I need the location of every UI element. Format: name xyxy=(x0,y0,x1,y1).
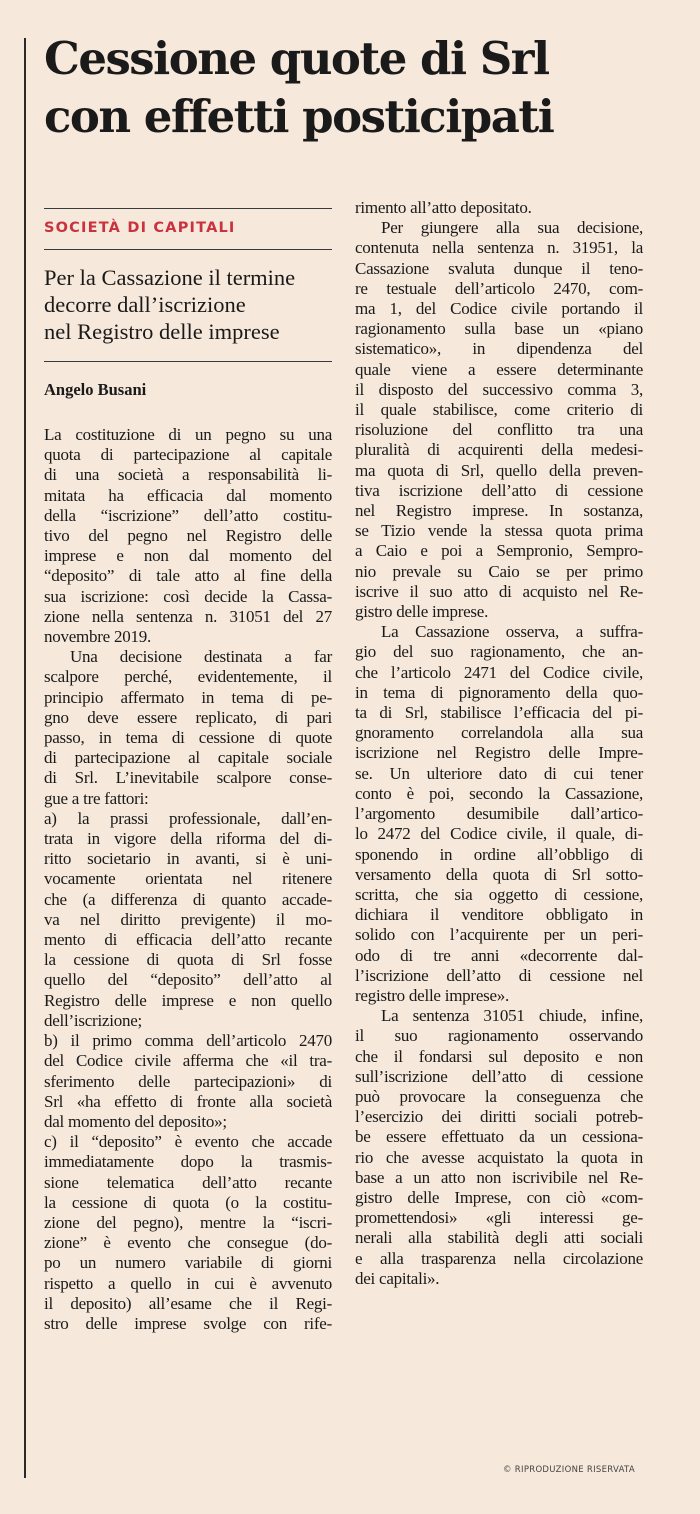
body-line: iscrive il suo atto di acquisto nel Re- xyxy=(355,581,643,601)
body-line: sponendo in ordine all’obbligo di xyxy=(355,844,643,864)
subhead-line: decorre dall’iscrizione xyxy=(44,292,246,317)
body-line: rio che avesse acquistato la quota in xyxy=(355,1147,643,1167)
body-line: rimento all’atto depositato. xyxy=(355,198,532,217)
body-line: il suo ragionamento osservando xyxy=(355,1026,643,1046)
body-line: mento di efficacia dell’atto recante xyxy=(44,930,332,950)
body-line: il deposito) all’esame che il Regi- xyxy=(44,1293,332,1313)
body-line: in tema di pignoramento della quo- xyxy=(355,682,643,702)
body-line: Srl «ha effetto di fronte alla società xyxy=(44,1091,332,1111)
body-line: gistro delle Imprese, con ciò «com- xyxy=(355,1187,643,1207)
body-line: Una decisione destinata a far xyxy=(70,647,332,667)
body-line: La costituzione di un pegno su una xyxy=(44,425,332,444)
right-column xyxy=(355,198,643,1289)
body-line: che (a differenza di quanto accade- xyxy=(44,889,332,909)
body-line: stro delle imprese svolge con rife- xyxy=(44,1313,332,1333)
body-line: sull’iscrizione dell’atto di cessione xyxy=(355,1066,643,1086)
body-line: il quale stabilisce, come criterio di xyxy=(355,400,643,420)
body-line: di una società a responsabilità li- xyxy=(44,465,332,485)
body-line: pluralità di acquirenti della medesi- xyxy=(355,440,643,460)
body-line: iscrizione nel Registro delle Impre- xyxy=(355,743,643,763)
body-line: l’argomento desumibile dall’artico- xyxy=(355,804,643,824)
body-line: sferimento delle partecipazioni» di xyxy=(44,1071,332,1091)
body-line: “deposito” di tale atto al fine della xyxy=(44,566,332,586)
body-line: scalpore perché, evidentemente, il xyxy=(44,667,332,687)
body-line: l’esercizio dei diritti sociali potreb- xyxy=(355,1107,643,1127)
article-headline xyxy=(44,30,684,146)
body-line: nel Registro imprese. In sostanza, xyxy=(355,501,643,521)
article-body-left xyxy=(44,425,332,1334)
body-line: può provocare la conseguenza che xyxy=(355,1086,643,1106)
body-line: mitata ha efficacia dal momento xyxy=(44,485,332,505)
body-line: principio affermato in tema di pe- xyxy=(44,687,332,707)
body-line: dal momento del deposito»; xyxy=(44,1111,227,1131)
body-line: be essere effettuato da un cessiona- xyxy=(355,1127,643,1147)
section-label: SOCIETÀ DI CAPITALI xyxy=(44,220,236,236)
body-line: la cessione di quota di Srl fosse xyxy=(44,950,332,970)
body-line: Cassazione svaluta dunque il teno- xyxy=(355,258,643,278)
body-line: gnoramento correlandola alla sua xyxy=(355,723,643,743)
body-line: ragionamento sulla base un «piano xyxy=(355,319,643,339)
body-line: zione” è evento che consegue (do- xyxy=(44,1233,332,1253)
body-line: Registro delle imprese e non quello xyxy=(44,990,332,1010)
body-line: quale viene a essere determinante xyxy=(355,359,643,379)
body-line: odo di tre anni «decorrente dal- xyxy=(355,945,643,965)
left-margin-rule xyxy=(24,38,26,1478)
body-line: gue a tre fattori: xyxy=(44,788,149,808)
body-line: quota di partecipazione al capitale xyxy=(44,445,332,465)
body-line: l’iscrizione dell’atto di cessione nel xyxy=(355,965,643,985)
author-byline: Angelo Busani xyxy=(44,380,147,399)
body-line: solido con l’acquirente per un peri- xyxy=(355,925,643,945)
body-line: della “iscrizione” dell’atto costitu- xyxy=(44,505,332,525)
body-line: promettendosi» «gli interessi ge- xyxy=(355,1208,643,1228)
body-line: rispetto a quello in cui è avvenuto xyxy=(44,1273,332,1293)
body-line: nio prevale su Caio se per primo xyxy=(355,561,643,581)
body-line: zione del pegno), mentre la “iscri- xyxy=(44,1212,332,1232)
headline-line: con effetti posticipati xyxy=(44,90,554,143)
body-line: registro delle imprese». xyxy=(355,985,510,1005)
headline-line: Cessione quote di Srl xyxy=(44,32,549,85)
body-line: contenuta nella sentenza n. 31951, la xyxy=(355,238,643,258)
body-line: conto è poi, secondo la Cassazione, xyxy=(355,783,643,803)
body-line: il disposto del successivo comma 3, xyxy=(355,379,643,399)
body-line: gistro delle imprese. xyxy=(355,602,489,622)
body-line: re testuale dell’articolo 2470, com- xyxy=(355,278,643,298)
body-line: La Cassazione osserva, a suffra- xyxy=(381,622,643,642)
body-line: a) la prassi professionale, dall’en- xyxy=(44,808,332,828)
body-line: po un numero variabile di giorni xyxy=(44,1253,332,1273)
body-line: ma quota di Srl, quello della preven- xyxy=(355,460,643,480)
body-line: va nel diritto previgente) il mo- xyxy=(44,909,332,929)
left-column xyxy=(44,208,332,1334)
body-line: che l’articolo 2471 del Codice civile, xyxy=(355,662,643,682)
body-line: La sentenza 31051 chiude, infine, xyxy=(381,1006,643,1026)
body-line: la cessione di quota (o la costitu- xyxy=(44,1192,332,1212)
body-line: ta di Srl, stabilisce l’efficacia del pi- xyxy=(355,703,643,723)
body-line: nerali alla stabilità degli atti sociali xyxy=(355,1228,643,1248)
byline-rule xyxy=(44,361,332,362)
body-line: gio del suo ragionamento, che an- xyxy=(355,642,643,662)
body-line: vocamente orientata nel ritenere xyxy=(44,869,332,889)
body-line: lo 2472 del Codice civile, il quale, di- xyxy=(355,824,643,844)
body-line: c) il “deposito” è evento che accade xyxy=(44,1132,332,1152)
article-body-right xyxy=(355,198,643,1289)
body-line: di Srl. L’inevitabile scalpore conse- xyxy=(44,768,332,788)
body-line: imprese e non dal momento del xyxy=(44,546,332,566)
article-subhead xyxy=(44,264,332,345)
copyright-notice: © RIPRODUZIONE RISERVATA xyxy=(503,1465,635,1475)
body-line: scritta, che sia oggetto di cessione, xyxy=(355,884,643,904)
body-line: risoluzione del conflitto tra una xyxy=(355,420,643,440)
body-line: Per giungere alla sua decisione, xyxy=(381,218,643,238)
body-line: del Codice civile afferma che «il tra- xyxy=(44,1051,332,1071)
body-line: se. Un ulteriore dato di cui tener xyxy=(355,763,643,783)
body-line: e alla trasparenza nella circolazione xyxy=(355,1248,643,1268)
body-line: se Tizio vende la stessa quota prima xyxy=(355,521,643,541)
body-line: dichiara il venditore obbligato in xyxy=(355,905,643,925)
body-line: immediatamente dopo la trasmis- xyxy=(44,1152,332,1172)
body-line: ma 1, del Codice civile portando il xyxy=(355,299,643,319)
body-line: tiva iscrizione dell’atto di cessione xyxy=(355,480,643,500)
body-line: dei capitali». xyxy=(355,1268,440,1288)
subhead-line: Per la Cassazione il termine xyxy=(44,265,296,290)
body-line: trata in vigore della riforma del di- xyxy=(44,829,332,849)
section-rule-bottom xyxy=(44,249,332,250)
body-line: dell’iscrizione; xyxy=(44,1010,142,1030)
body-line: gno deve essere replicato, di pari xyxy=(44,707,332,727)
subhead-line: nel Registro delle imprese xyxy=(44,319,280,344)
body-line: di partecipazione al capitale sociale xyxy=(44,748,332,768)
body-line: zione nella sentenza n. 31051 del 27 xyxy=(44,606,332,626)
section-rule-top xyxy=(44,208,332,209)
body-line: quello del “deposito” dell’atto al xyxy=(44,970,332,990)
body-line: novembre 2019. xyxy=(44,627,151,647)
body-line: tivo del pegno nel Registro delle xyxy=(44,526,332,546)
body-line: b) il primo comma dell’articolo 2470 xyxy=(44,1031,332,1051)
body-line: che il fondarsi sul deposito e non xyxy=(355,1046,643,1066)
body-line: passo, in tema di cessione di quote xyxy=(44,728,332,748)
body-line: a Caio e poi a Sempronio, Sempro- xyxy=(355,541,643,561)
body-line: sistematico», in dipendenza del xyxy=(355,339,643,359)
body-line: sione telematica dell’atto recante xyxy=(44,1172,332,1192)
body-line: sua iscrizione: così decide la Cassa- xyxy=(44,586,332,606)
body-line: ritto societario in avanti, si è uni- xyxy=(44,849,332,869)
body-line: versamento della quota di Srl sotto- xyxy=(355,864,643,884)
body-line: base a un atto non iscrivibile nel Re- xyxy=(355,1167,643,1187)
